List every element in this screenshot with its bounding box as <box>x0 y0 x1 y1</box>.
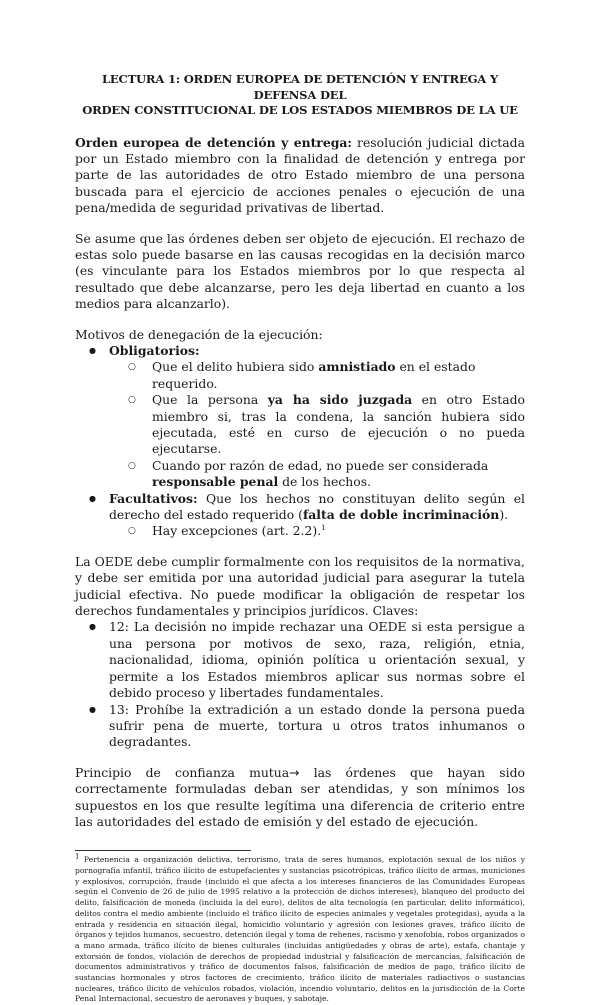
mandatory-motive-amnesty <box>109 359 525 392</box>
motive-text: de los hechos. <box>278 474 372 490</box>
optional-text: ). <box>499 507 509 523</box>
execution-paragraph: Se asume que las órdenes deben ser objeto de ejecución. El rechazo de estas solo puede basarse en las causas recogidas en la decisión marco (es vinculante para los Estados miembros por lo que respecta al resultado que debe alcanzarse, pero les deja libertad en cuanto a los medios para alcanzarlo). <box>75 230 525 312</box>
optional-sublist <box>143 523 525 539</box>
document-title <box>75 72 525 119</box>
key-text: ● 12: La decisión no impide rechazar una OEDE si esta persigue a una persona por motivos de sexo, raza, religión, etnia, nacionalidad, idioma, opinión política u orientación sexual, y permite a los Estados miembros aplicar sus normas sobre el debido proceso y libertades fundamentales. <box>109 619 525 701</box>
optional-item <box>75 491 525 540</box>
mandatory-sublist <box>143 359 525 490</box>
title-line-1: LECTURA 1: ORDEN EUROPEA DE DETENCIÓN Y ENTREGA Y DEFENSA DEL <box>101 72 499 102</box>
key-13 <box>75 702 525 751</box>
motive-text: en otro Estado miembro si, tras la condena, la sanción hubiera sido ejecutada, esté en curso de ejecución o no pueda ejecutarse. <box>152 392 525 457</box>
oede-paragraph: La OEDE debe cumplir formalmente con los requisitos de la normativa, y debe ser emitida por una autoridad judicial para asegurar la tutela judicial efectiva. No puede modificar la obligación de respetar los derechos fundamentales y principios jurídicos. Claves: <box>75 553 525 619</box>
footnote-ref[interactable]: 1 <box>321 524 326 533</box>
mandatory-item <box>75 343 525 491</box>
motive-bold: amnistiado <box>318 359 396 375</box>
exceptions-text: Hay excepciones (art. 2.2). <box>152 523 322 539</box>
motive-bold: ya ha sido juzgada <box>267 392 413 408</box>
trust-text: Principio de confianza mutua <box>75 764 290 780</box>
footnote <box>75 852 525 1005</box>
motive-text: en el estado requerido. <box>152 359 476 391</box>
motives-intro: Motivos de denegación de la ejecución: <box>75 326 323 342</box>
motive-text: Cuando por razón de edad, no puede ser considerada <box>152 457 489 473</box>
key-text: ● 13: Prohíbe la extradición a un estado donde la persona pueda sufrir pena de muerte, tortura u otros tratos inhumanos o degradantes. <box>109 701 525 750</box>
footnote-number: 1 <box>75 852 80 861</box>
keys-list <box>75 619 525 750</box>
motive-text: Que la persona <box>152 392 268 408</box>
footnote-text: Pertenencia a organización delictiva, terrorismo, trata de seres humanos, explotación sexual de los niños y pornografía infantil, tráfico ilícito de estupefacientes y sustancias psicotrópicas, tráfico ilícito de armas, municiones y explosivos, corrupción, fraude (incluido el que afecta a los intereses financieros de las Comunidades Europeas según el Convenio de 26 de julio de 1995 relativo a la protección de dichos intereses), blanqueo del producto del delito, falsificación de moneda (incluida la del euro), delitos de alta tecnología (en particular, delito informático), delitos contra el medio ambiente (incluido el tráfico ilícito de especies animales y vegetales protegidas), ayuda a la entrada y residencia en situación ilegal, homicidio voluntario y agresión con lesiones graves, tráfico ilícito de órganos y tejidos humanos, secuestro, detención ilegal y toma de rehenes, racismo y xenofobia, robos organizados o a mano armada, tráfico ilícito de bienes culturales (incluidas antigüedades y obras de arte), estafa, chantaje y extorsión de fondos, violación de derechos de propiedad industrial y falsificación de mercancías, falsificación de documentos administrativos y tráfico de documentos falsos, falsificación de medios de pago, tráfico ilícito de sustancias hormonales y otros factores de crecimiento, tráfico ilícito de materiales radiactivos o sustancias nucleares, tráfico ilícito de vehículos robados, violación, incendio voluntario, delitos en la jurisdicción de la Corte Penal Internacional, secuestro de aeronaves y buques, y sabotaje. <box>75 855 525 1004</box>
trust-paragraph <box>75 765 525 831</box>
definition-paragraph <box>75 135 525 217</box>
optional-bold: falta de doble incriminación <box>302 507 500 523</box>
footnote-divider <box>75 850 251 851</box>
key-12 <box>75 619 525 701</box>
definition-term: Orden europea de detención y entrega: <box>75 134 352 150</box>
mandatory-motive-judged <box>109 392 525 458</box>
definition-text: resolución judicial dictada por un Estado miembro con la finalidad de detención y entrega por parte de las autoridades de otro Estado miembro de una persona buscada para el ejercicio de acciones penales o ejecución de una pena/medida de seguridad privativas de libertad. <box>75 134 525 216</box>
motive-text: Que el delito hubiera sido <box>152 359 319 375</box>
motives-list <box>75 343 525 540</box>
title-line-2: ORDEN CONSTITUCIONAL DE LOS ESTADOS MIEMBROS DE LA UE <box>82 103 518 117</box>
mandatory-motive-age <box>109 458 525 491</box>
exceptions-item <box>109 523 525 539</box>
trust-text: las órdenes que hayan sido correctamente formuladas deban ser atendidas, y son mínimos los supuestos en los que resulte legítima una diferencia de criterio entre las autoridades del estado de emisión y del estado de ejecución. <box>75 764 526 829</box>
motive-bold: responsable penal <box>152 474 279 490</box>
right-arrow-icon: → <box>289 764 300 780</box>
optional-text: Que los hechos no constituyan delito según el derecho del estado requerido ( <box>109 490 525 523</box>
optional-label: Facultativos: <box>109 490 198 506</box>
mandatory-label: Obligatorios: <box>109 342 200 358</box>
